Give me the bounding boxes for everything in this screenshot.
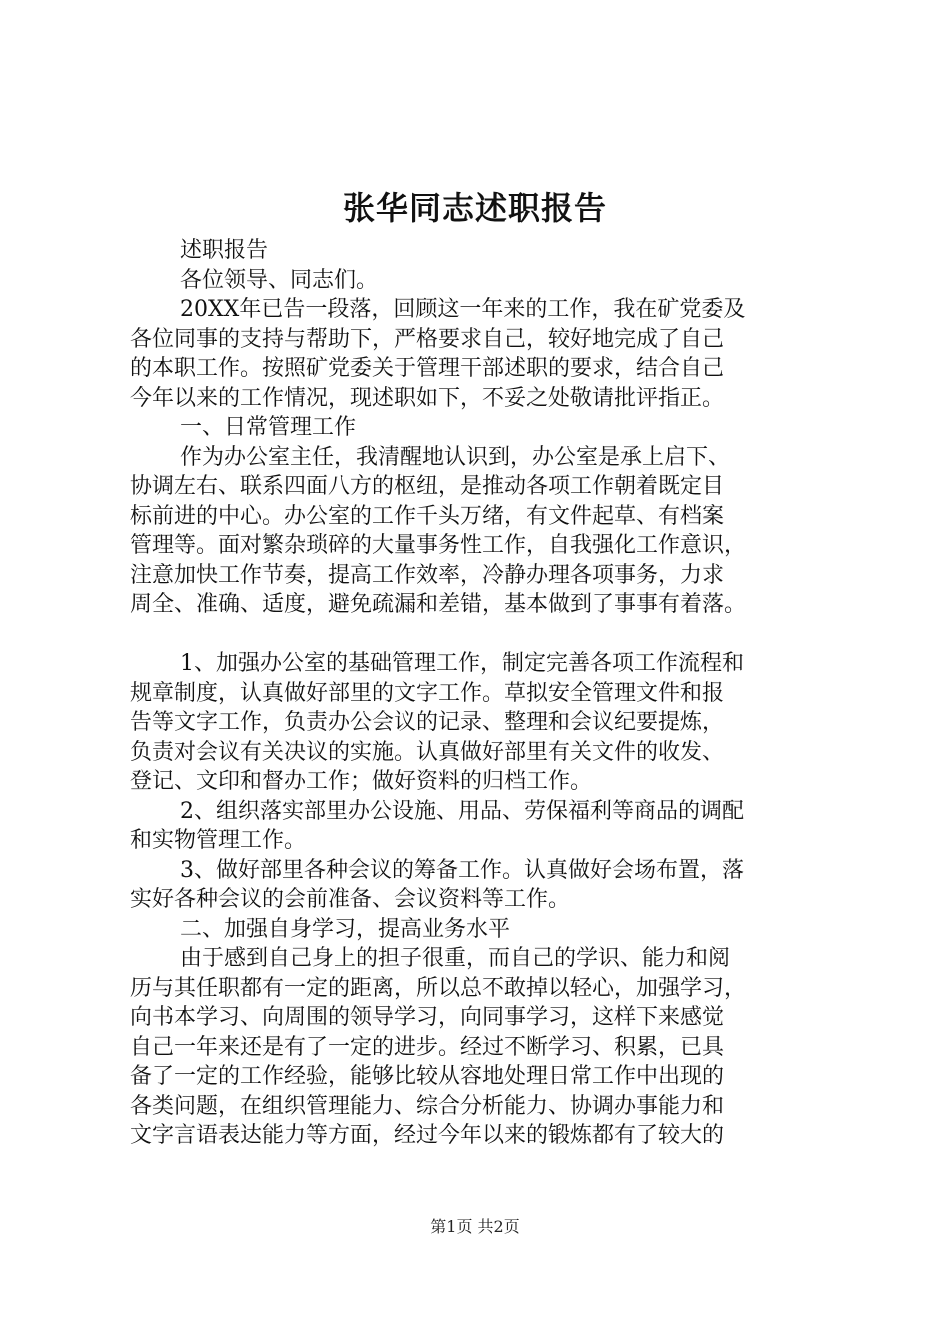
text-line: 告等文字工作，负责办公会议的记录、整理和会议纪要提炼， [130, 710, 725, 735]
text-line: 规章制度，认真做好部里的文字工作。草拟安全管理文件和报 [130, 680, 725, 706]
text-line: 实好各种会议的会前准备、会议资料等工作。 [130, 887, 571, 912]
text-line: 作为办公室主任，我清醒地认识到，办公室是承上启下、 [180, 444, 731, 470]
text-line: 2、组织落实部里办公设施、用品、劳保福利等商品的调配 [180, 798, 744, 824]
blank-line [130, 620, 850, 650]
text-line: 注意加快工作节奏，提高工作效率，冷静办理各项事务，力求 [130, 562, 725, 588]
text-line: 20XX年已告一段落，回顾这一年来的工作，我在矿党委及 [180, 297, 746, 322]
text-line: 一、日常管理工作 [180, 415, 357, 440]
text-line: 各位同事的支持与帮助下，严格要求自己，较好地完成了自己 [130, 326, 725, 352]
text-line: 标前进的中心。办公室的工作千头万绪，有文件起草、有档案 [130, 503, 725, 529]
document-body [130, 236, 850, 1151]
text-line: 向书本学习、向周围的领导学习，向同事学习，这样下来感觉 [130, 1005, 725, 1030]
document-title: 张华同志述职报告 [342, 189, 607, 227]
text-line: 述职报告 [180, 238, 269, 263]
text-line: 文字言语表达能力等方面，经过今年以来的锻炼都有了较大的 [130, 1123, 725, 1148]
text-line: 历与其任职都有一定的距离，所以总不敢掉以轻心，加强学习， [130, 975, 747, 1001]
text-line: 由于感到自己身上的担子很重，而自己的学识、能力和阅 [180, 946, 731, 971]
text-line: 今年以来的工作情况，现述职如下，不妥之处敬请批评指正。 [130, 385, 725, 411]
text-line: 协调左右、联系四面八方的枢纽，是推动各项工作朝着既定目 [130, 474, 725, 499]
text-line: 备了一定的工作经验，能够比较从容地处理日常工作中出现的 [130, 1064, 725, 1089]
text-line: 登记、文印和督办工作；做好资料的归档工作。 [130, 769, 593, 794]
text-line: 3、做好部里各种会议的筹备工作。认真做好会场布置，落 [180, 857, 744, 883]
text-line: 自己一年来还是有了一定的进步。经过不断学习、积累，已具 [130, 1034, 725, 1060]
text-line: 负责对会议有关决议的实施。认真做好部里有关文件的收发、 [130, 739, 725, 765]
text-line: 各类问题，在组织管理能力、综合分析能力、协调办事能力和 [130, 1093, 725, 1119]
text-line: 各位领导、同志们。 [180, 267, 379, 293]
text-line: 管理等。面对繁杂琐碎的大量事务性工作，自我强化工作意识， [130, 533, 747, 558]
text-line: 1、加强办公室的基础管理工作，制定完善各项工作流程和 [180, 651, 744, 676]
text-line: 的本职工作。按照矿党委关于管理干部述职的要求，结合自己 [130, 356, 725, 381]
text-line: 和实物管理工作。 [130, 828, 307, 853]
text-line: 周全、准确、适度，避免疏漏和差错，基本做到了事事有着落。 [130, 592, 747, 617]
text-line: 二、加强自身学习，提高业务水平 [180, 916, 511, 942]
page-footer: 第1页 共2页 [430, 1217, 520, 1236]
